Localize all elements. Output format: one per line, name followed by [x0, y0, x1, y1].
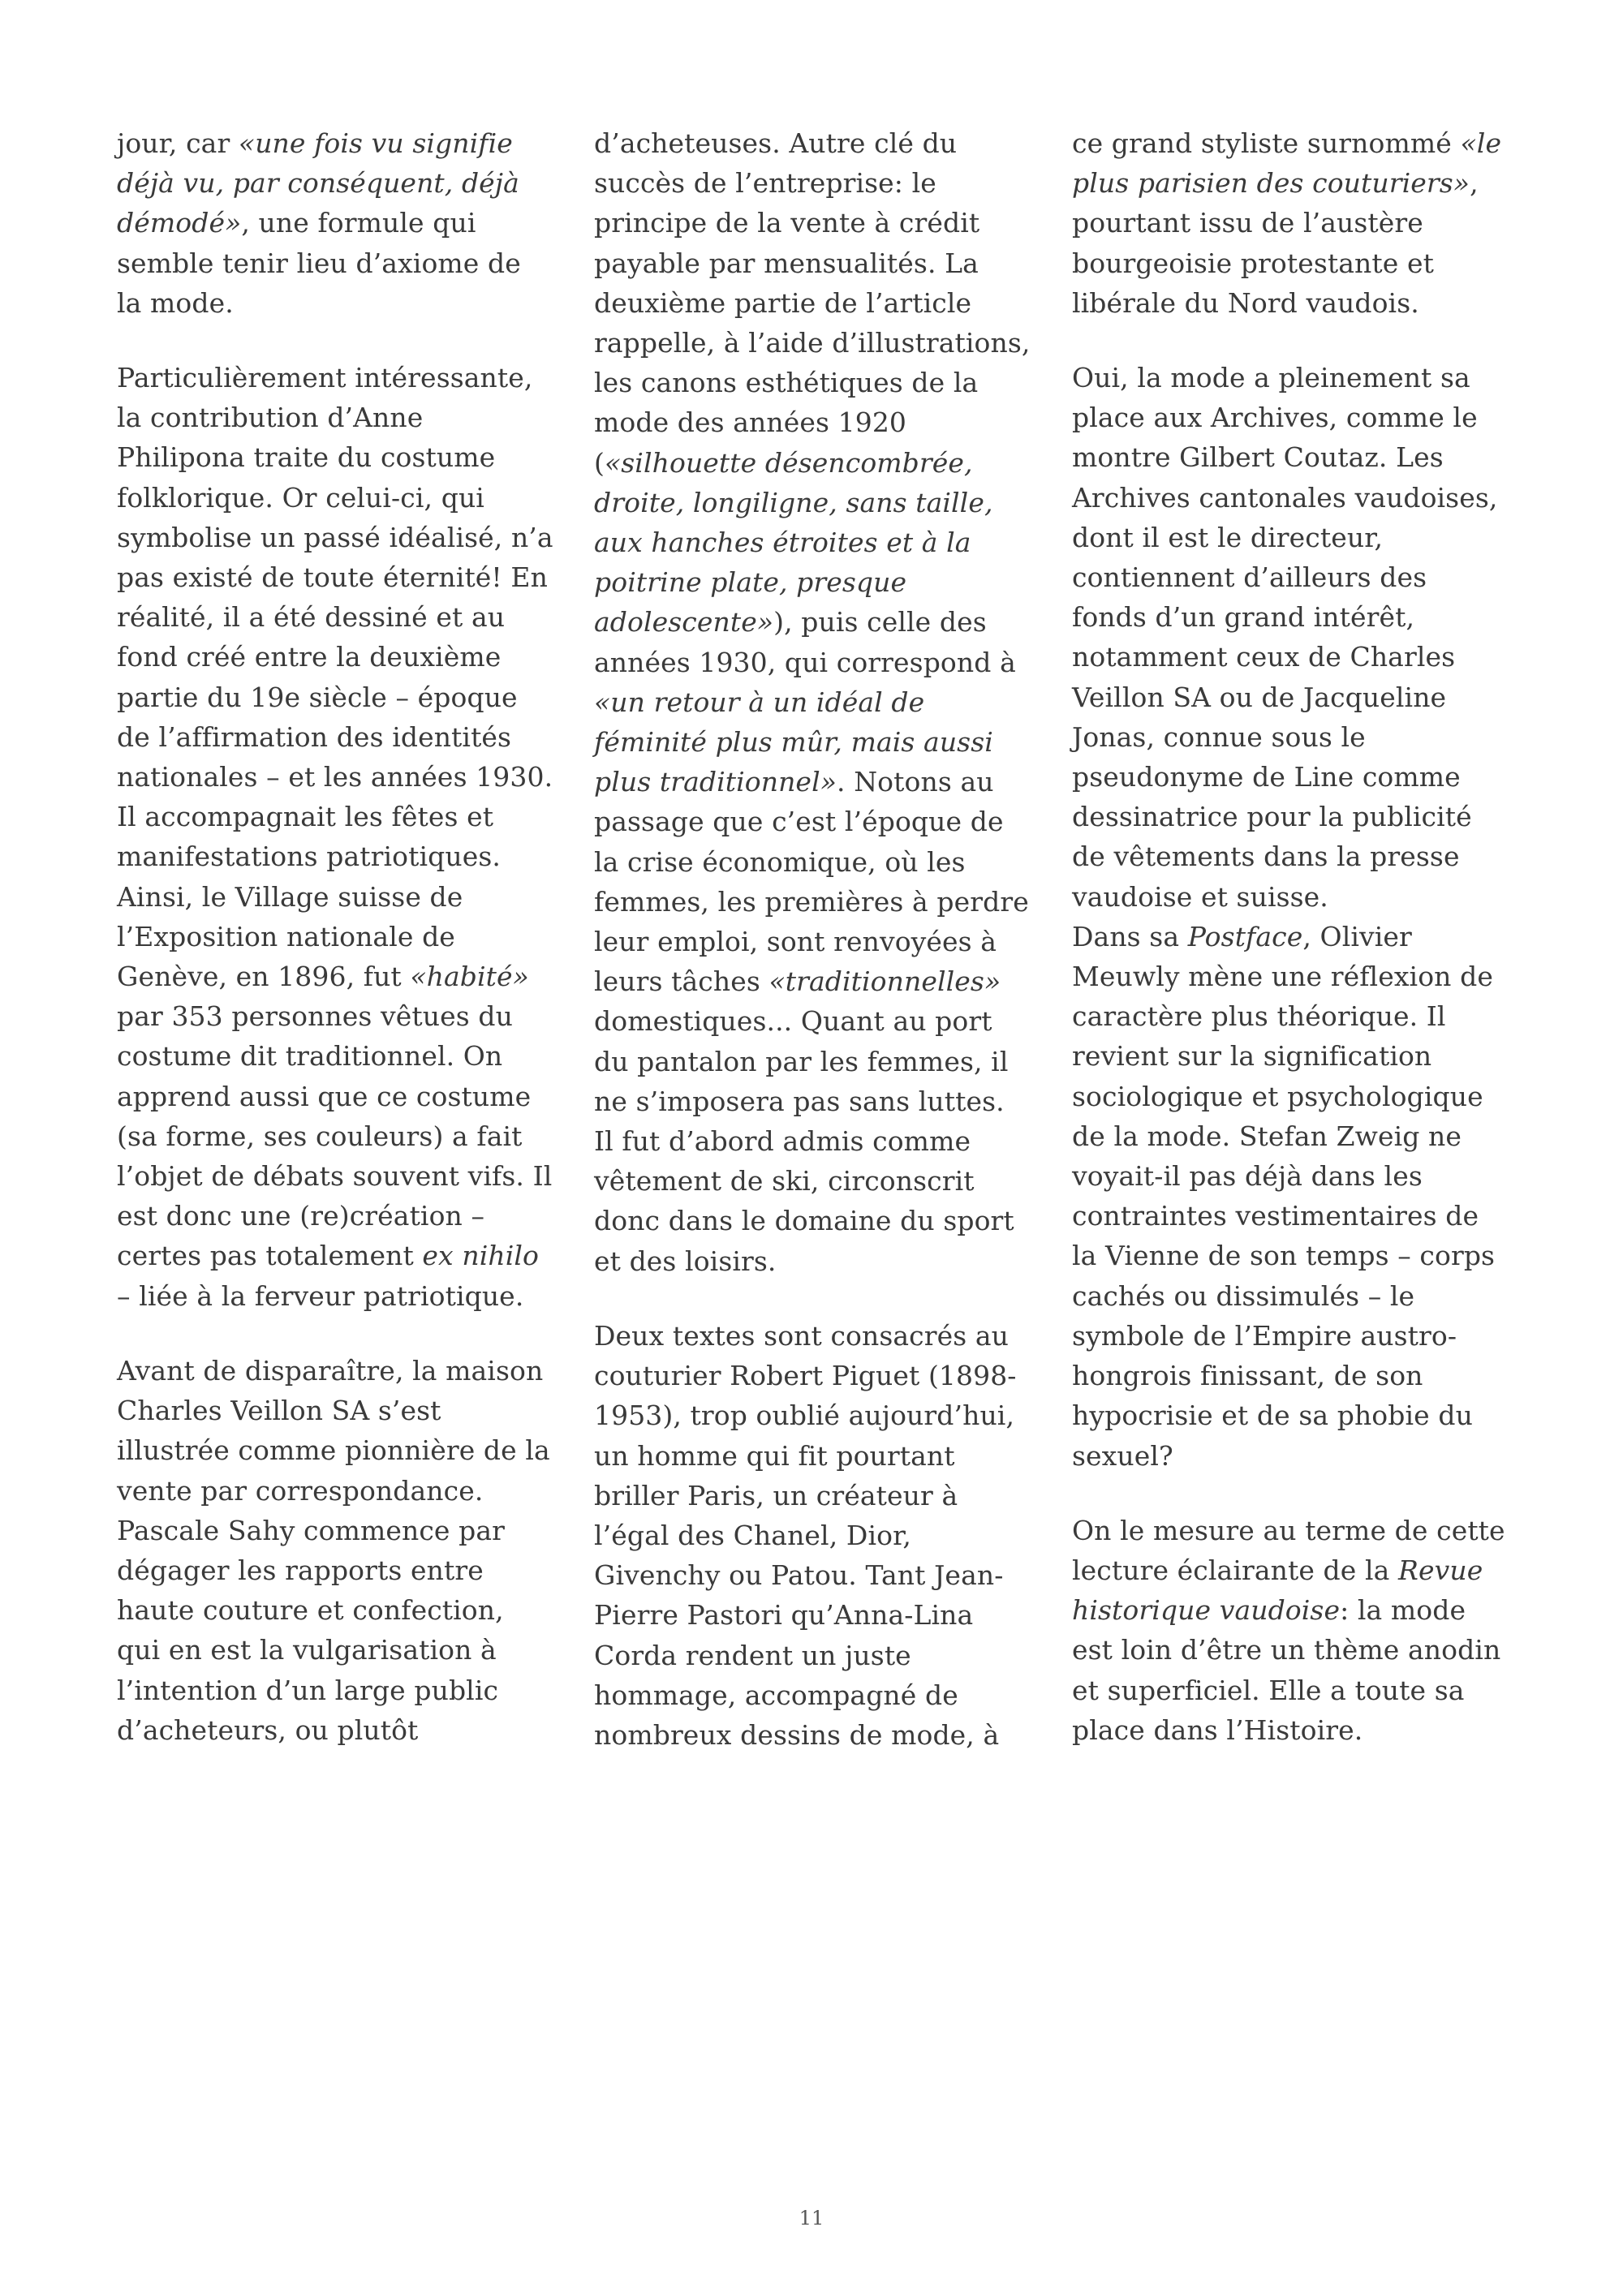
paragraph	[594, 123, 1048, 1281]
body-text: Deux textes sont consacrés au couturier Robert Piguet (1898- 1953), trop oublié aujourd’hui, un homme qui fit pourtant briller Paris, un créateur à l’égal des Chanel, Dior, Givenchy ou Patou. Tant Jean- Pierre Pastori qu’Anna-Lina Corda rendent un juste hommage, accompagné de nombreux dessins de mode, à	[594, 1319, 1017, 1751]
paragraph	[1072, 123, 1526, 323]
paragraph	[1072, 358, 1526, 917]
italic-text: ex nihilo	[422, 1240, 539, 1272]
paragraph	[117, 358, 571, 1316]
text-column-3	[1072, 123, 1526, 1785]
body-text: ), puis celle des années 1930, qui correspond à	[594, 606, 1016, 678]
italic-text: «silhouette désencombrée, droite, longiligne, sans taille, aux hanches étroites et à la poitrine plate, presque adolescente»	[594, 446, 993, 638]
paragraph	[594, 1316, 1048, 1755]
body-text: Particulièrement intéressante, la contribution d’Anne Philipona traite du costume folklorique. Or celui-ci, qui symbolise un passé idéalisé, n’a pas existé de toute éternité! En réalité, il a été dessiné et au fond créé entre la deuxième partie du 19e siècle – époque de l’affirmation des identités nationales – et les années 1930. Il accompagnait les fêtes et manifestations patriotiques. Ainsi, le Village suisse de l’Exposition nationale de Genève, en 1896, fut	[117, 362, 553, 993]
paragraph	[1072, 917, 1526, 1476]
italic-text: Revue historique vaudoise	[1072, 1554, 1483, 1627]
italic-text: «habité»	[410, 961, 529, 993]
body-text: On le mesure au terme de cette lecture éclairante de la	[1072, 1514, 1505, 1586]
paragraph	[117, 1351, 571, 1750]
paragraph	[117, 123, 571, 323]
italic-text: «traditionnelles»	[768, 965, 1001, 998]
body-text: : la mode est loin d’être un thème anodin et superficiel. Elle a toute sa place dans l’Histoire.	[1072, 1594, 1501, 1746]
body-text: Avant de disparaître, la maison Charles Veillon SA s’est illustrée comme pionnière de la vente par correspondance. Pascale Sahy commence par dégager les rapports entre haute couture et confection, qui en est la vulgarisation à l’intention d’un large public d’acheteurs, ou plutôt	[117, 1354, 550, 1746]
italic-text: «un retour à un idéal de féminité plus mûr, mais aussi plus traditionnel»	[594, 686, 993, 798]
body-text: , pourtant issu de l’austère bourgeoisie protestante et libérale du Nord vaudois.	[1072, 167, 1479, 319]
text-column-2	[594, 123, 1048, 1790]
body-text: – liée à la ferveur patriotique.	[117, 1279, 524, 1312]
body-text: Dans sa	[1072, 920, 1188, 952]
body-text: , une formule qui semble tenir lieu d’axiome de la mode.	[117, 207, 521, 319]
paragraph	[1072, 1511, 1526, 1750]
italic-text: «une fois vu signifie déjà vu, par conséquent, déjà démodé»	[117, 127, 519, 239]
body-text: , Olivier Meuwly mène une réflexion de caractère plus théorique. Il revient sur la signification sociologique et psychologique de la mode. Stefan Zweig ne voyait-il pas déjà dans les contraintes vestimentaires de la Vienne de son temps – corps cachés ou dissimulés – le symbole de l’Empire austro- hongrois finissant, de son hypocrisie et de sa phobie du sexuel?	[1072, 920, 1496, 1472]
italic-text: Postface	[1187, 920, 1303, 952]
body-text: jour, car	[117, 127, 239, 159]
text-column-1	[117, 123, 571, 1785]
body-text: d’acheteuses. Autre clé du succès de l’entreprise: le principe de la vente à crédit payable par mensualités. La deuxième partie de l’article rappelle, à l’aide d’illustrations, les canons esthétiques de la mode des années 1920 (	[594, 127, 1031, 479]
body-text: domestiques... Quant au port du pantalon par les femmes, il ne s’imposera pas sans luttes. Il fut d’abord admis comme vêtement de ski, circonscrit donc dans le domaine du sport et des loisirs.	[594, 1005, 1014, 1277]
body-text: Oui, la mode a pleinement sa place aux Archives, comme le montre Gilbert Coutaz. Les Archives cantonales vaudoises, dont il est le directeur, contiennent d’ailleurs des fonds d’un grand intérêt, notamment ceux de Charles Veillon SA ou de Jacqueline Jonas, connue sous le pseudonyme de Line comme dessinatrice pour la publicité de vêtements dans la presse vaudoise et suisse.	[1072, 362, 1498, 913]
body-text: ce grand styliste surnommé	[1072, 127, 1461, 159]
body-text: . Notons au passage que c’est l’époque de la crise économique, où les femmes, les premières à perdre leur emploi, sont renvoyées à leurs tâches	[594, 766, 1029, 998]
page-number: 11	[799, 2207, 824, 2229]
italic-text: «le plus parisien des couturiers»	[1072, 127, 1502, 200]
body-text: par 353 personnes vêtues du costume dit traditionnel. On apprend aussi que ce costume (sa forme, ses couleurs) a fait l’objet de débats souvent vifs. Il est donc une (re)création – certes pas totalement	[117, 1000, 553, 1272]
